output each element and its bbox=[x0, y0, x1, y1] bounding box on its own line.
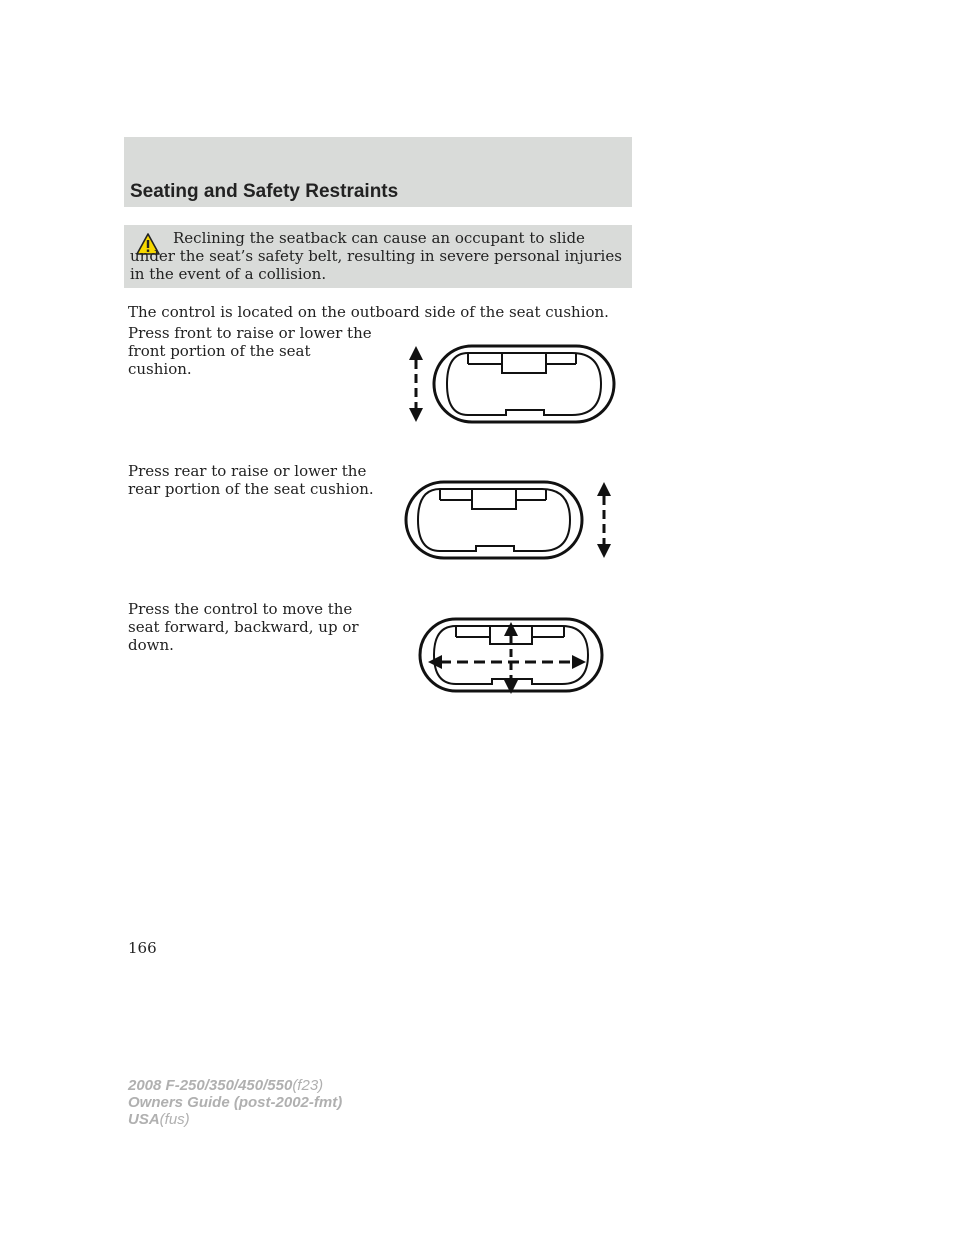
footer-model-code: (f23) bbox=[292, 1077, 324, 1094]
footer-line-market bbox=[128, 1111, 342, 1128]
page-number: 166 bbox=[128, 939, 157, 957]
footer-market-code: (fus) bbox=[159, 1111, 190, 1128]
document-footer bbox=[128, 1077, 342, 1128]
seat-control-rear-arrow-icon bbox=[400, 478, 620, 562]
footer-model: 2008 F-250/350/450/550 bbox=[128, 1077, 293, 1094]
section-header bbox=[124, 137, 632, 207]
seat-control-front-arrow-icon bbox=[404, 342, 620, 426]
warning-box bbox=[124, 225, 632, 288]
intro-paragraph: The control is located on the outboard side of the seat cushion. bbox=[128, 303, 609, 321]
footer-market: USA bbox=[128, 1111, 160, 1128]
warning-text: Reclining the seatback can cause an occupant to slide under the seat’s safety belt, resulting in severe personal injuries in the event of a collision. bbox=[130, 229, 622, 283]
seat-control-four-way-arrow-icon bbox=[414, 616, 614, 696]
move-paragraph: Press the control to move the seat forward, backward, up or down. bbox=[128, 600, 359, 654]
rear-paragraph: Press rear to raise or lower the rear portion of the seat cushion. bbox=[128, 462, 374, 498]
section-title: Seating and Safety Restraints bbox=[130, 181, 399, 202]
footer-line-model bbox=[128, 1077, 342, 1094]
front-paragraph: Press front to raise or lower the front portion of the seat cushion. bbox=[128, 324, 372, 378]
footer-line-guide: Owners Guide (post-2002-fmt) bbox=[128, 1094, 343, 1111]
